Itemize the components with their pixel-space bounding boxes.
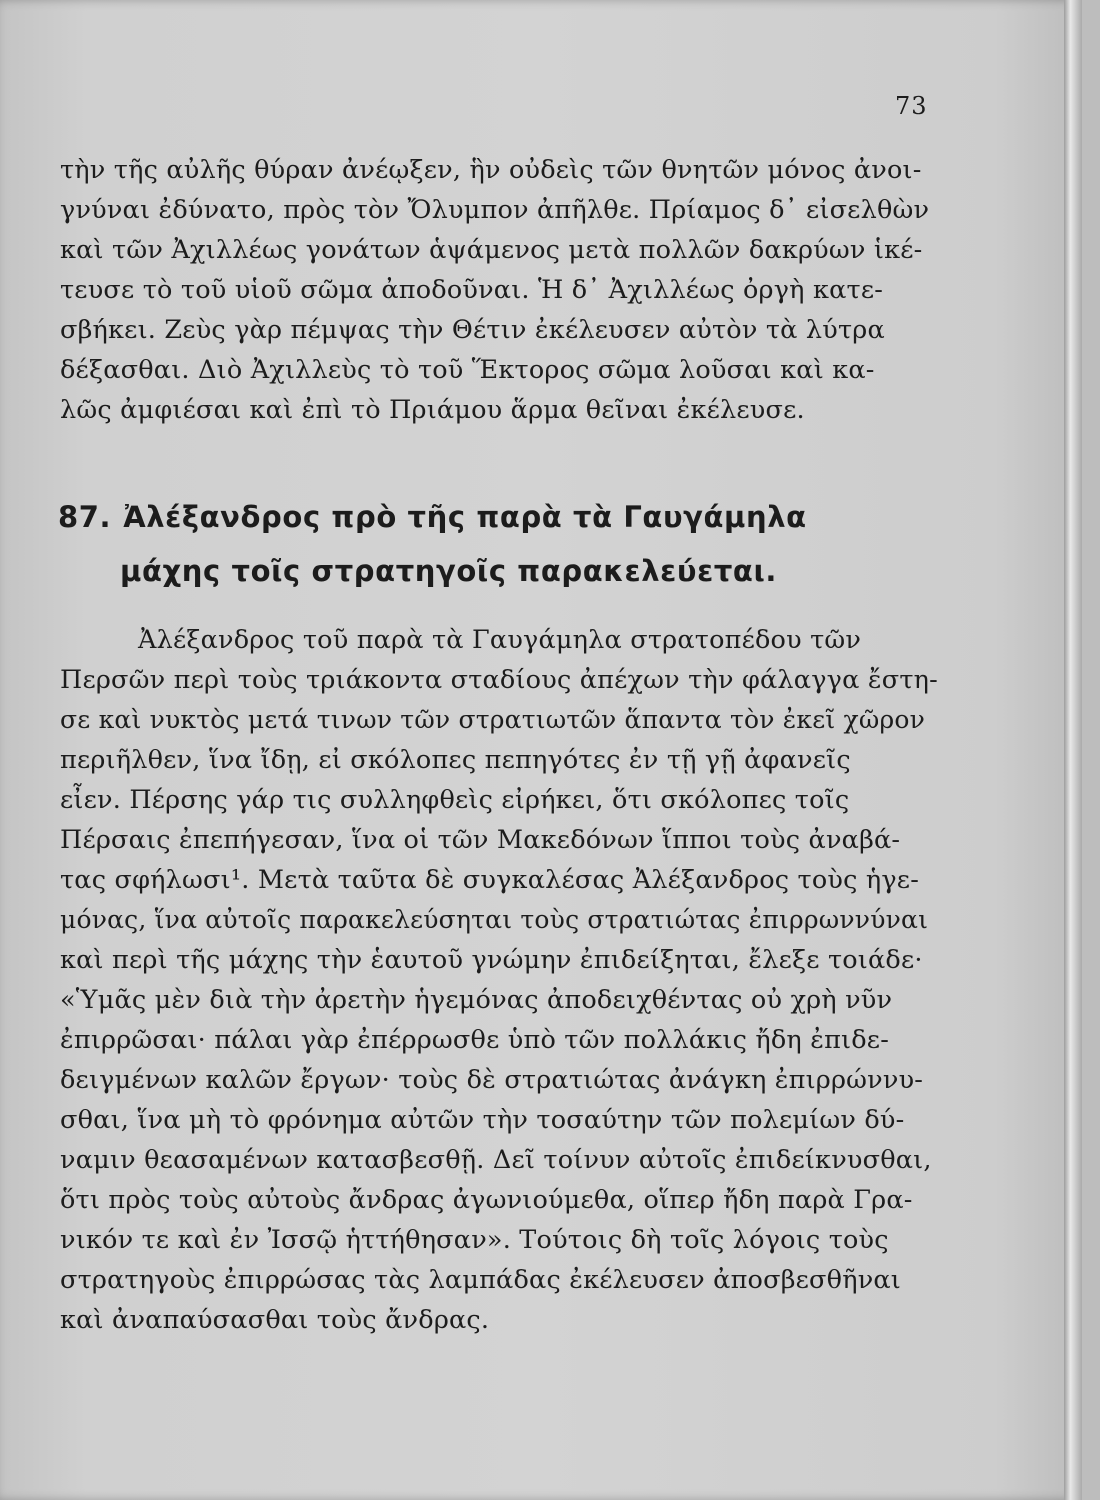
section-title-part-1: Ἀλέξανδρος πρὸ τῆς παρὰ τὰ Γαυγάμηλα [123, 500, 807, 534]
text-line: καὶ περὶ τῆς μάχης τὴν ἑαυτοῦ γνώμην ἐπιδείξηται, ἔλεξε τοιάδε· [60, 945, 923, 975]
page-edge [1064, 0, 1082, 1500]
text-line: «Ὑμᾶς μὲν διὰ τὴν ἀρετὴν ἡγεμόνας ἀποδειχθέντας οὐ χρὴ νῦν [60, 985, 893, 1015]
text-line: εἶεν. Πέρσης γάρ τις συλληφθεὶς εἰρήκει, ὅτι σκόλοπες τοῖς [60, 785, 850, 815]
text-line: περιῆλθεν, ἵνα ἴδῃ, εἰ σκόλοπες πεπηγότες ἐν τῇ γῇ ἀφανεῖς [60, 745, 851, 775]
text-line: τευσε τὸ τοῦ υἱοῦ σῶμα ἀποδοῦναι. Ἡ δ᾽ Ἀχιλλέως ὀργὴ κατε- [60, 275, 884, 305]
section-title-part-2: μάχης τοῖς στρατηγοῖς παρακελεύεται. [120, 554, 777, 588]
text-line: ὅτι πρὸς τοὺς αὐτοὺς ἄνδρας ἀγωνιούμεθα, οἵπερ ἤδη παρὰ Γρα- [60, 1185, 913, 1215]
top-paragraph [60, 150, 940, 430]
text-line: στρατηγοὺς ἐπιρρώσας τὰς λαμπάδας ἐκέλευσεν ἀποσβεσθῆναι [60, 1265, 902, 1295]
text-line: τας σφήλωσι¹. Μετὰ ταῦτα δὲ συγκαλέσας Ἀλέξανδρος τοὺς ἡγε- [60, 865, 920, 895]
text-line: Πέρσαις ἐπεπήγεσαν, ἵνα οἱ τῶν Μακεδόνων ἵπποι τοὺς ἀναβά- [60, 825, 901, 855]
body-paragraph [60, 620, 940, 1340]
text-line: σε καὶ νυκτὸς μετά τινων τῶν στρατιωτῶν ἅπαντα τὸν ἐκεῖ χῶρον [60, 705, 926, 734]
text-line: ναμιν θεασαμένων κατασβεσθῇ. Δεῖ τοίνυν αὐτοῖς ἐπιδείκνυσθαι, [60, 1145, 932, 1175]
text-line: νικόν τε καὶ ἐν Ἰσσῷ ἡττήθησαν». Τούτοις δὴ τοῖς λόγοις τοὺς [60, 1225, 889, 1255]
text-line: σβήκει. Ζεὺς γὰρ πέμψας τὴν Θέτιν ἐκέλευσεν αὐτὸν τὰ λύτρα [60, 315, 885, 345]
text-line: λῶς ἀμφιέσαι καὶ ἐπὶ τὸ Πριάμου ἅρμα θεῖναι ἐκέλευσε. [60, 395, 805, 425]
text-line: μόνας, ἵνα αὐτοῖς παρακελεύσηται τοὺς στρατιώτας ἐπιρρωννύναι [60, 905, 929, 934]
text-line: γνύναι ἐδύνατο, πρὸς τὸν Ὄλυμπον ἀπῆλθε. Πρίαμος δ᾽ εἰσελθὼν [60, 195, 930, 225]
section-number: 87. [58, 500, 112, 534]
text-line: τὴν τῆς αὐλῆς θύραν ἀνέῳξεν, ἣν οὐδεὶς τῶν θνητῶν μόνος ἀνοι- [60, 155, 922, 185]
text-line: ἐπιρρῶσαι· πάλαι γὰρ ἐπέρρωσθε ὑπὸ τῶν πολλάκις ἤδη ἐπιδε- [60, 1025, 890, 1055]
text-line: καὶ τῶν Ἀχιλλέως γονάτων ἁψάμενος μετὰ πολλῶν δακρύων ἱκέ- [60, 235, 923, 265]
text-line: δέξασθαι. Διὸ Ἀχιλλεὺς τὸ τοῦ Ἕκτορος σῶμα λοῦσαι καὶ κα- [60, 355, 875, 385]
text-line: Περσῶν περὶ τοὺς τριάκοντα σταδίους ἀπέχων τὴν φάλαγγα ἔστη- [60, 665, 938, 695]
text-line: δειγμένων καλῶν ἔργων· τοὺς δὲ στρατιώτας ἀνάγκη ἐπιρρώννυ- [60, 1065, 924, 1095]
page-number: 73 [895, 92, 928, 120]
text-line: Ἀλέξανδρος τοῦ παρὰ τὰ Γαυγάμηλα στρατοπέδου τῶν [138, 625, 862, 655]
text-line: σθαι, ἵνα μὴ τὸ φρόνημα αὐτῶν τὴν τοσαύτην τῶν πολεμίων δύ- [60, 1105, 905, 1135]
section-heading [58, 490, 958, 598]
text-line: καὶ ἀναπαύσασθαι τοὺς ἄνδρας. [60, 1305, 490, 1335]
section-heading-line-1 [58, 490, 958, 544]
